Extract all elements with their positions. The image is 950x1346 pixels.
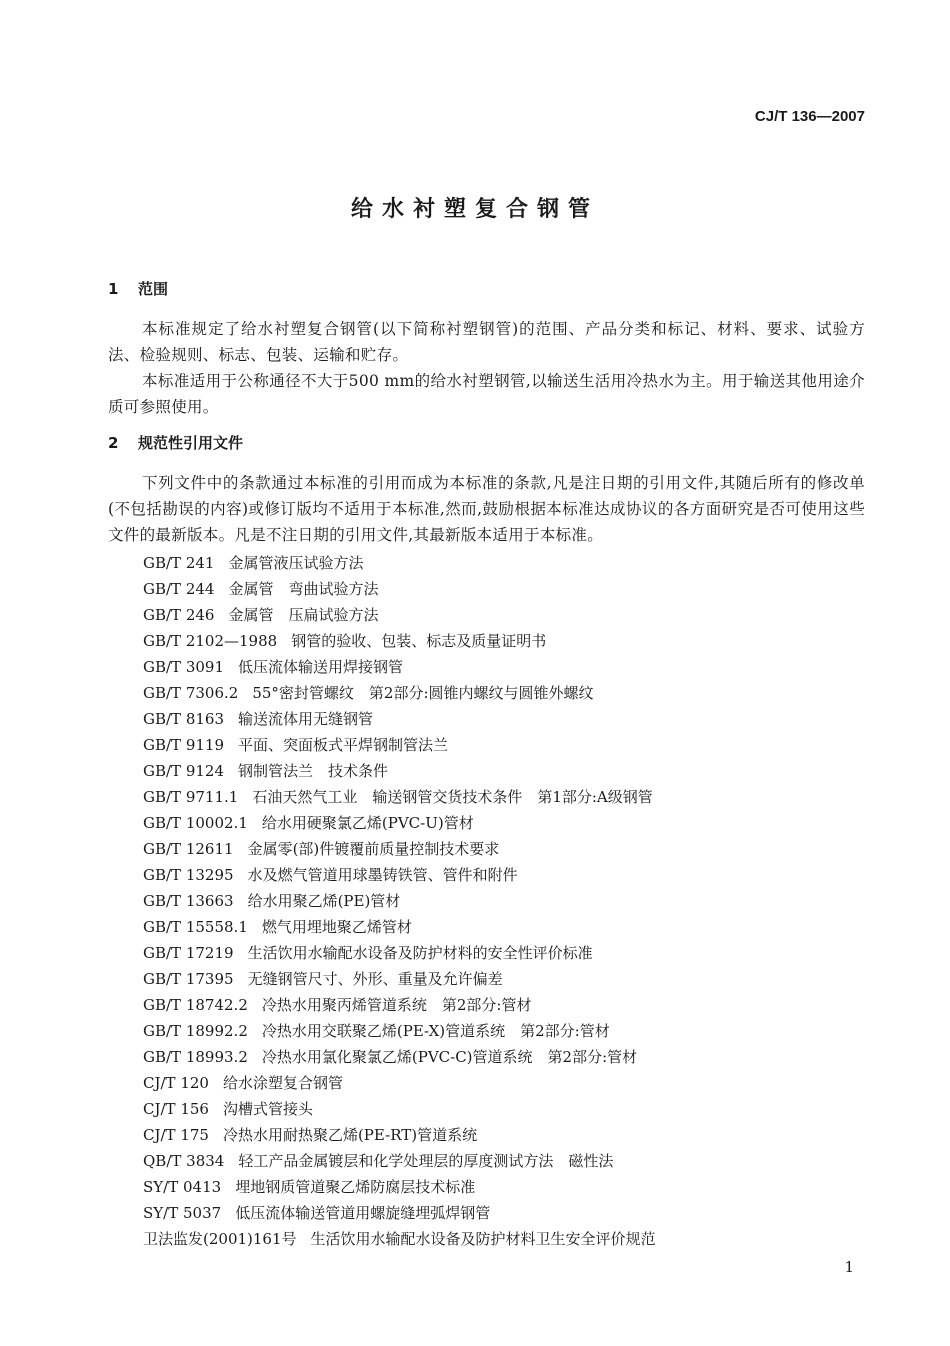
reference-title: 冷热水用耐热聚乙烯(PE-RT)管道系统 bbox=[222, 1126, 478, 1144]
reference-item bbox=[143, 836, 865, 862]
reference-title: 无缝钢管尺寸、外形、重量及允许偏差 bbox=[247, 970, 503, 988]
reference-title: 给水用硬聚氯乙烯(PVC-U)管材 bbox=[261, 814, 474, 832]
reference-title: 低压流体输送用焊接钢管 bbox=[238, 658, 404, 676]
reference-title: 金属管 压扁试验方法 bbox=[228, 606, 379, 624]
reference-title: 埋地钢质管道聚乙烯防腐层技术标准 bbox=[235, 1178, 476, 1196]
reference-code: GB/T 17219 bbox=[143, 944, 234, 962]
reference-title: 金属管液压试验方法 bbox=[228, 554, 364, 572]
reference-item bbox=[143, 654, 865, 680]
section-number: 2 bbox=[108, 434, 119, 452]
reference-item bbox=[143, 966, 865, 992]
reference-item bbox=[143, 732, 865, 758]
reference-title: 55°密封管螺纹 第2部分:圆锥内螺纹与圆锥外螺纹 bbox=[252, 684, 594, 702]
reference-item bbox=[143, 602, 865, 628]
reference-item bbox=[143, 1070, 865, 1096]
document-title: 给水衬塑复合钢管 bbox=[350, 197, 599, 222]
reference-item bbox=[143, 862, 865, 888]
section-1-paragraph-2: 本标准适用于公称通径不大于500 mm的给水衬塑钢管,以输送生活用冷热水为主。用于输送其他用途介质可参照使用。 bbox=[108, 372, 865, 416]
reference-item bbox=[143, 1044, 865, 1070]
reference-code: GB/T 9711.1 bbox=[143, 788, 239, 806]
reference-item bbox=[143, 1122, 865, 1148]
reference-title: 生活饮用水输配水设备及防护材料的安全性评价标准 bbox=[247, 944, 593, 962]
reference-item bbox=[143, 1174, 865, 1200]
reference-title: 输送流体用无缝钢管 bbox=[238, 710, 374, 728]
reference-item bbox=[143, 1200, 865, 1226]
reference-code: CJ/T 120 bbox=[143, 1074, 209, 1092]
reference-code: GB/T 2102—1988 bbox=[143, 632, 278, 650]
reference-title: 生活饮用水输配水设备及防护材料卫生安全评价规范 bbox=[310, 1230, 656, 1248]
reference-item bbox=[143, 1148, 865, 1174]
reference-title: 钢管的验收、包装、标志及质量证明书 bbox=[291, 632, 547, 650]
reference-title: 冷热水用聚丙烯管道系统 第2部分:管材 bbox=[261, 996, 532, 1014]
reference-item bbox=[143, 576, 865, 602]
page-number: 1 bbox=[844, 1258, 854, 1276]
reference-code: CJ/T 156 bbox=[143, 1100, 209, 1118]
reference-code: SY/T 0413 bbox=[143, 1178, 222, 1196]
reference-item bbox=[143, 758, 865, 784]
reference-code: GB/T 10002.1 bbox=[143, 814, 248, 832]
reference-item bbox=[143, 940, 865, 966]
reference-title: 给水用聚乙烯(PE)管材 bbox=[247, 892, 401, 910]
reference-code: 卫法监发(2001)161号 bbox=[143, 1230, 297, 1248]
reference-code: SY/T 5037 bbox=[143, 1204, 222, 1222]
reference-title: 低压流体输送管道用螺旋缝埋弧焊钢管 bbox=[235, 1204, 491, 1222]
reference-item bbox=[143, 628, 865, 654]
reference-list bbox=[143, 550, 865, 1252]
reference-item bbox=[143, 1018, 865, 1044]
reference-code: CJ/T 175 bbox=[143, 1126, 209, 1144]
reference-title: 冷热水用氯化聚氯乙烯(PVC-C)管道系统 第2部分:管材 bbox=[261, 1048, 638, 1066]
reference-item bbox=[143, 1226, 865, 1252]
reference-code: GB/T 13663 bbox=[143, 892, 234, 910]
reference-title: 石油天然气工业 输送钢管交货技术条件 第1部分:A级钢管 bbox=[252, 788, 653, 806]
reference-title: 给水涂塑复合钢管 bbox=[222, 1074, 343, 1092]
reference-item bbox=[143, 680, 865, 706]
reference-code: GB/T 15558.1 bbox=[143, 918, 248, 936]
section-1-paragraph-1: 本标准规定了给水衬塑复合钢管(以下简称衬塑钢管)的范围、产品分类和标记、材料、要求、试验方法、检验规则、标志、包装、运输和贮存。 bbox=[108, 320, 865, 364]
reference-code: GB/T 241 bbox=[143, 554, 215, 572]
standard-code: CJ/T 136—2007 bbox=[754, 108, 865, 125]
reference-code: GB/T 244 bbox=[143, 580, 215, 598]
section-title: 范围 bbox=[138, 280, 169, 298]
reference-code: GB/T 8163 bbox=[143, 710, 225, 728]
reference-title: 轻工产品金属镀层和化学处理层的厚度测试方法 磁性法 bbox=[238, 1152, 614, 1170]
reference-item bbox=[143, 550, 865, 576]
reference-title: 钢制管法兰 技术条件 bbox=[238, 762, 389, 780]
reference-item bbox=[143, 1096, 865, 1122]
reference-title: 平面、突面板式平焊钢制管法兰 bbox=[238, 736, 449, 754]
reference-title: 沟槽式管接头 bbox=[222, 1100, 313, 1118]
section-2-heading bbox=[108, 432, 243, 453]
reference-title: 金属管 弯曲试验方法 bbox=[228, 580, 379, 598]
reference-code: GB/T 9119 bbox=[143, 736, 225, 754]
reference-code: GB/T 12611 bbox=[143, 840, 234, 858]
reference-code: GB/T 3091 bbox=[143, 658, 225, 676]
reference-item bbox=[143, 810, 865, 836]
reference-code: GB/T 13295 bbox=[143, 866, 234, 884]
reference-item bbox=[143, 706, 865, 732]
section-title: 规范性引用文件 bbox=[138, 434, 244, 452]
reference-code: QB/T 3834 bbox=[143, 1152, 225, 1170]
reference-code: GB/T 9124 bbox=[143, 762, 225, 780]
reference-title: 水及燃气管道用球墨铸铁管、管件和附件 bbox=[247, 866, 518, 884]
section-number: 1 bbox=[108, 280, 119, 298]
reference-title: 燃气用埋地聚乙烯管材 bbox=[261, 918, 412, 936]
reference-title: 冷热水用交联聚乙烯(PE-X)管道系统 第2部分:管材 bbox=[261, 1022, 610, 1040]
reference-code: GB/T 17395 bbox=[143, 970, 234, 988]
reference-code: GB/T 7306.2 bbox=[143, 684, 239, 702]
reference-item bbox=[143, 992, 865, 1018]
section-2-paragraph-1: 下列文件中的条款通过本标准的引用而成为本标准的条款,凡是注日期的引用文件,其随后所有的修改单(不包括勘误的内容)或修订版均不适用于本标准,然而,鼓励根据本标准达成协议的各方面研究是否可使用这些文件的最新版本。凡是不注日期的引用文件,其最新版本适用于本标准。 bbox=[108, 474, 865, 544]
reference-code: GB/T 246 bbox=[143, 606, 215, 624]
reference-code: GB/T 18992.2 bbox=[143, 1022, 248, 1040]
reference-code: GB/T 18993.2 bbox=[143, 1048, 248, 1066]
section-1-heading bbox=[108, 278, 168, 299]
reference-code: GB/T 18742.2 bbox=[143, 996, 248, 1014]
reference-item bbox=[143, 914, 865, 940]
reference-item bbox=[143, 784, 865, 810]
reference-title: 金属零(部)件镀覆前质量控制技术要求 bbox=[247, 840, 500, 858]
reference-item bbox=[143, 888, 865, 914]
